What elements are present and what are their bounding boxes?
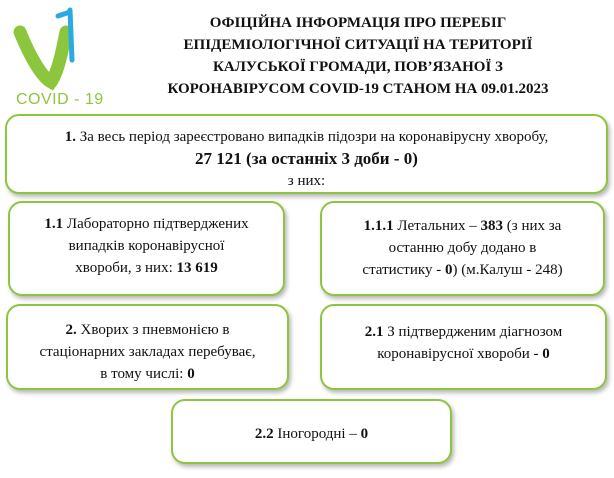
block-number: 2.2 (254, 426, 274, 442)
block-number: 2.1 (364, 324, 384, 340)
title-line: ОФІЦІЙНА ІНФОРМАЦІЯ ПРО ПЕРЕБІГ (209, 15, 507, 31)
block-footer: з них: (287, 173, 326, 189)
block-text: стаціонарних закладах перебуває, (39, 344, 256, 360)
title-line: ЕПІДЕМІОЛОГІЧНОЇ СИТУАЦІЇ НА ТЕРИТОРІЇ (183, 37, 533, 53)
block-text: Хворих з пневмонією в (76, 322, 230, 338)
deaths-last-day-value: 0 (444, 262, 453, 278)
title-line: КАЛУСЬКОЇ ГРОМАДИ, ПОВ’ЯЗАНОЇ З (213, 59, 503, 75)
confirmed-diagnosis-value: 0 (542, 346, 550, 362)
v-checkmark-icon (6, 2, 106, 92)
block-text: (з них за (503, 218, 562, 234)
deaths-value: 383 (480, 218, 504, 234)
title-line: КОРОНАВІРУСОМ COVID-19 СТАНОМ НА 09.01.2023 (167, 81, 549, 97)
block-2-2-nonresidents (171, 399, 452, 464)
block-2-1-confirmed-diagnosis (320, 304, 607, 390)
pneumonia-value: 0 (187, 366, 195, 382)
block-2-pneumonia (6, 304, 289, 390)
block-1-1-confirmed-cases (8, 201, 285, 296)
nonresidents-value: 0 (360, 426, 369, 442)
block-text: хвороби, з них: (75, 260, 177, 276)
block-text: Летальних – (393, 218, 481, 234)
block-number: 1. (64, 129, 76, 145)
block-number: 2. (65, 322, 77, 338)
block-text: ) (м.Калуш - 248) (452, 262, 563, 278)
page-title (108, 12, 608, 100)
block-text: За весь період зареєстровано випадків підозри на коронавірусну хворобу, (75, 129, 549, 145)
block-text: Лабораторно підтверджених (63, 216, 249, 232)
block-text: коронавірусної хвороби - (377, 346, 543, 362)
block-text: Іногородні – (273, 426, 361, 442)
block-text: випадків коронавірусної (68, 238, 225, 254)
block-text: статистику - (362, 262, 445, 278)
suspected-cases-value: 27 121 (за останніх 3 доби - 0) (195, 149, 418, 168)
block-text: останню добу додано в (388, 240, 537, 256)
covid-logo (6, 2, 106, 110)
confirmed-cases-value: 13 619 (176, 260, 218, 276)
block-1-1-1-deaths (320, 201, 605, 296)
block-number: 1.1 (44, 216, 64, 232)
block-1-suspected-cases (5, 114, 608, 194)
logo-text: COVID - 19 (16, 91, 104, 108)
block-text: З підтвердженим діагнозом (383, 324, 563, 340)
block-number: 1.1.1 (363, 218, 394, 234)
block-text: в тому числі: (100, 366, 188, 382)
